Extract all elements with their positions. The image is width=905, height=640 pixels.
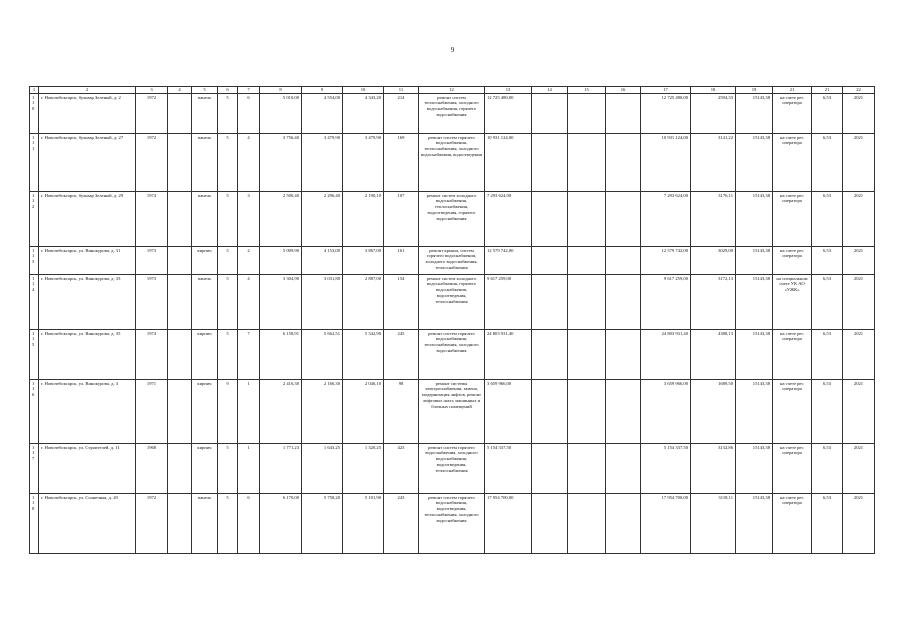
cell-fund: на счете рег. оператора	[773, 329, 812, 379]
cell-floors: 5	[218, 493, 238, 553]
cell-n: 115	[30, 329, 39, 379]
cell-works: ремонт систем холодного водоснабжения, теплоснабжения, водоотведения, горячего водоснабжения	[419, 191, 485, 246]
cell-n: 113	[30, 246, 39, 274]
column-number: 9	[302, 87, 343, 94]
column-number: 16	[606, 87, 641, 94]
column-number: 3	[136, 87, 168, 94]
cell-unit-cost: 4388,13	[691, 329, 736, 379]
cell-persons: 98	[384, 379, 419, 443]
cell-area-total: 5 010,00	[260, 93, 302, 133]
cell-area-total: 2 416,30	[260, 379, 302, 443]
cell-c4	[168, 274, 192, 329]
cell-c14	[532, 93, 568, 133]
cell-entrances: 6	[238, 493, 260, 553]
cell-c15	[568, 493, 606, 553]
cell-unit-cost: 3118,11	[691, 493, 736, 553]
cell-year: 1972	[136, 133, 168, 191]
cell-works: ремонт систем горячего водоснабжения, холодного водоснабжения, водоотведения, теплоснабжения	[419, 443, 485, 493]
cell-works: ремонт систем горячего водоснабжения, теплоснабжения, холодного водоснабжения	[419, 329, 485, 379]
cell-cost2: 12 579 742,00	[641, 246, 691, 274]
cell-rate: 6,53	[812, 274, 843, 329]
cell-limit-cost: 15143,38	[736, 93, 773, 133]
table-row	[30, 443, 875, 493]
cell-c15	[568, 379, 606, 443]
cell-entrances: 4	[238, 274, 260, 329]
cell-fund: на специальном счете УК АО «УЖК»	[773, 274, 812, 329]
cell-area-res: 2 887,00	[343, 274, 384, 329]
table-row	[30, 133, 875, 191]
cell-floors: 5	[218, 246, 238, 274]
cell-persons: 154	[384, 274, 419, 329]
cell-address: г. Новочебоксарск, бульвар Зеленый, д. 27	[39, 133, 136, 191]
table-row	[30, 93, 875, 133]
cell-c15	[568, 329, 606, 379]
table-row	[30, 329, 875, 379]
cell-floors: 5	[218, 274, 238, 329]
column-number: 18	[691, 87, 736, 94]
cell-term: 2021	[843, 329, 875, 379]
cell-cost: 3 659 966,00	[485, 379, 532, 443]
column-number: 4	[168, 87, 192, 94]
cell-material: кирпич	[192, 246, 218, 274]
column-number: 19	[736, 87, 773, 94]
cell-c14	[532, 329, 568, 379]
cell-works: ремонт систем горячего водоснабжения, водоотведения, теплоснабжения, холодного водоснабжения	[419, 493, 485, 553]
cell-entrances: 1	[238, 443, 260, 493]
repair-program-table	[29, 86, 875, 554]
cell-persons: 169	[384, 133, 419, 191]
cell-unit-cost: 1689,50	[691, 379, 736, 443]
cell-c14	[532, 133, 568, 191]
cell-area-total: 1 771,23	[260, 443, 302, 493]
cell-area-living: 4 153,00	[302, 246, 343, 274]
cell-fund: на счете рег. оператора	[773, 246, 812, 274]
cell-entrances: 4	[238, 133, 260, 191]
cell-unit-cost: 3029,00	[691, 246, 736, 274]
cell-n: 111	[30, 133, 39, 191]
cell-fund: на счете рег. оператора	[773, 93, 812, 133]
cell-year: 1972	[136, 493, 168, 553]
cell-fund: на счете рег. оператора	[773, 493, 812, 553]
table-row	[30, 493, 875, 553]
cell-floors: 5	[218, 133, 238, 191]
cell-c4	[168, 246, 192, 274]
column-number: 2	[39, 87, 136, 94]
cell-year: 1974	[136, 191, 168, 246]
cell-c14	[532, 443, 568, 493]
table-row	[30, 274, 875, 329]
cell-address: г. Новочебоксарск, ул. Винокурова, д. 33	[39, 274, 136, 329]
cell-fund: на счете рег. оператора	[773, 133, 812, 191]
cell-address: г. Новочебоксарск, ул. Солнечная, д. 20	[39, 493, 136, 553]
cell-fund: на счете рег. оператора	[773, 443, 812, 493]
table-row	[30, 246, 875, 274]
column-number: 11	[384, 87, 419, 94]
cell-works: ремонт крыши, систем горячего водоснабжения, холодного водоснабжения, теплоснабжения	[419, 246, 485, 274]
cell-c14	[532, 379, 568, 443]
cell-n: 114	[30, 274, 39, 329]
cell-unit-cost: 3132,86	[691, 443, 736, 493]
cell-works: ремонт систем горячего водоснабжения, теплоснабжения, холодного водоснабжения, водоотведения	[419, 133, 485, 191]
cell-term: 2021	[843, 191, 875, 246]
cell-rate: 6,53	[812, 191, 843, 246]
cell-cost2: 12 725 480,00	[641, 93, 691, 133]
cell-area-res: 2 046,10	[343, 379, 384, 443]
cell-year: 1973	[136, 246, 168, 274]
cell-rate: 6,53	[812, 443, 843, 493]
cell-address: г. Новочебоксарск, бульвар Зеленый, д. 29	[39, 191, 136, 246]
cell-term: 2021	[843, 93, 875, 133]
cell-cost: 12 579 742,00	[485, 246, 532, 274]
column-number-row	[30, 87, 875, 94]
cell-area-res: 5 101,90	[343, 493, 384, 553]
cell-c14	[532, 274, 568, 329]
cell-term: 2021	[843, 379, 875, 443]
cell-year: 1973	[136, 274, 168, 329]
cell-material: панель	[192, 93, 218, 133]
cell-term: 2021	[843, 493, 875, 553]
cell-term: 2021	[843, 274, 875, 329]
cell-rate: 6,53	[812, 379, 843, 443]
cell-cost: 9 617 259,00	[485, 274, 532, 329]
column-number: 7	[238, 87, 260, 94]
cell-entrances: 3	[238, 191, 260, 246]
cell-material: панель	[192, 274, 218, 329]
cell-cost2: 3 659 966,00	[641, 379, 691, 443]
cell-area-res: 3 479,90	[343, 133, 384, 191]
cell-n: 112	[30, 191, 39, 246]
column-number: 10	[343, 87, 384, 94]
column-number: 14	[532, 87, 568, 94]
cell-cost: 7 293 624,00	[485, 191, 532, 246]
cell-cost2: 24 803 931,40	[641, 329, 691, 379]
cell-area-living: 3 031,80	[302, 274, 343, 329]
column-number: 1	[30, 87, 39, 94]
cell-area-total: 2 500,40	[260, 191, 302, 246]
cell-year: 1971	[136, 379, 168, 443]
cell-material: кирпич	[192, 443, 218, 493]
cell-address: г. Новочебоксарск, ул. Винокурова, д. 35	[39, 329, 136, 379]
cell-fund: на счете рег. оператора	[773, 379, 812, 443]
cell-rate: 6,53	[812, 93, 843, 133]
cell-floors: 5	[218, 443, 238, 493]
column-number: 13	[485, 87, 532, 94]
cell-c16	[606, 191, 641, 246]
cell-area-living: 5 662,51	[302, 329, 343, 379]
cell-c4	[168, 493, 192, 553]
cell-c4	[168, 133, 192, 191]
cell-c16	[606, 274, 641, 329]
cell-c16	[606, 443, 641, 493]
cell-rate: 6,53	[812, 133, 843, 191]
cell-c4	[168, 191, 192, 246]
cell-cost: 17 954 700,00	[485, 493, 532, 553]
cell-c16	[606, 133, 641, 191]
cell-area-total: 3 756,40	[260, 133, 302, 191]
cell-c14	[532, 191, 568, 246]
cell-year: 1972	[136, 93, 168, 133]
cell-cost: 10 931 124,00	[485, 133, 532, 191]
cell-term: 2021	[843, 246, 875, 274]
cell-cost: 5 154 337,50	[485, 443, 532, 493]
cell-floors: 5	[218, 329, 238, 379]
cell-c15	[568, 191, 606, 246]
cell-c16	[606, 329, 641, 379]
cell-c16	[606, 93, 641, 133]
cell-fund: на счете рег. оператора	[773, 191, 812, 246]
cell-works: ремонт систем теплоснабжения, холодного водоснабжения, горячего водоснабжения	[419, 93, 485, 133]
column-number: 15	[568, 87, 606, 94]
cell-c4	[168, 93, 192, 133]
cell-address: г. Новочебоксарск, ул. Строителей, д. 11	[39, 443, 136, 493]
cell-persons: 423	[384, 443, 419, 493]
cell-address: г. Новочебоксарск, бульвар Зеленый, д. 2	[39, 93, 136, 133]
cell-works: ремонт системы электроснабжения, замена, модернизация лифтов, ремонт лифтовых шахт, машинных и блочных помещений	[419, 379, 485, 443]
cell-area-living: 2 166,30	[302, 379, 343, 443]
table-row	[30, 379, 875, 443]
cell-persons: 214	[384, 93, 419, 133]
page-number: 9	[450, 46, 455, 54]
cell-n: 117	[30, 443, 39, 493]
cell-limit-cost: 15143,38	[736, 493, 773, 553]
cell-entrances: 2	[238, 246, 260, 274]
table-row	[30, 191, 875, 246]
cell-cost2: 5 154 337,50	[641, 443, 691, 493]
cell-area-total: 6 170,00	[260, 493, 302, 553]
cell-unit-cost: 3172,13	[691, 274, 736, 329]
column-number: 17	[641, 87, 691, 94]
cell-c15	[568, 93, 606, 133]
cell-persons: 245	[384, 329, 419, 379]
cell-cost2: 17 954 700,00	[641, 493, 691, 553]
cell-floors: 5	[218, 191, 238, 246]
cell-limit-cost: 15143,38	[736, 191, 773, 246]
cell-persons: 161	[384, 246, 419, 274]
column-number: 5	[192, 87, 218, 94]
column-number: 21	[812, 87, 843, 94]
cell-area-res: 2 190,10	[343, 191, 384, 246]
cell-floors: 9	[218, 379, 238, 443]
cell-limit-cost: 15143,38	[736, 133, 773, 191]
cell-c15	[568, 246, 606, 274]
column-number: 22	[843, 87, 875, 94]
cell-entrances: 7	[238, 329, 260, 379]
cell-c16	[606, 246, 641, 274]
cell-n: 118	[30, 493, 39, 553]
cell-rate: 6,53	[812, 493, 843, 553]
cell-material: панель	[192, 493, 218, 553]
cell-c14	[532, 246, 568, 274]
cell-n: 116	[30, 379, 39, 443]
column-number: 6	[218, 87, 238, 94]
cell-unit-cost: 2594,33	[691, 93, 736, 133]
cell-year: 1968	[136, 443, 168, 493]
cell-area-res: 1 320,25	[343, 443, 384, 493]
cell-cost2: 7 293 624,00	[641, 191, 691, 246]
cell-unit-cost: 3176,11	[691, 191, 736, 246]
cell-rate: 6,53	[812, 329, 843, 379]
cell-c15	[568, 274, 606, 329]
cell-c15	[568, 443, 606, 493]
cell-material: панель	[192, 133, 218, 191]
cell-term: 2021	[843, 443, 875, 493]
cell-limit-cost: 15143,38	[736, 379, 773, 443]
cell-entrances: 1	[238, 379, 260, 443]
cell-cost2: 9 617 259,00	[641, 274, 691, 329]
cell-area-living: 2 296,40	[302, 191, 343, 246]
cell-area-total: 6 158,91	[260, 329, 302, 379]
cell-term: 2021	[843, 133, 875, 191]
cell-area-res: 4 343,20	[343, 93, 384, 133]
cell-area-living: 3 479,90	[302, 133, 343, 191]
cell-entrances: 6	[238, 93, 260, 133]
cell-limit-cost: 15143,38	[736, 443, 773, 493]
cell-c15	[568, 133, 606, 191]
cell-area-living: 4 554,00	[302, 93, 343, 133]
cell-address: г. Новочебоксарск, ул. Винокурова, д. 31	[39, 246, 136, 274]
cell-unit-cost: 3141,22	[691, 133, 736, 191]
cell-c16	[606, 379, 641, 443]
cell-persons: 243	[384, 493, 419, 553]
cell-rate: 6,53	[812, 246, 843, 274]
cell-cost: 12 725 480,00	[485, 93, 532, 133]
cell-c16	[606, 493, 641, 553]
cell-c4	[168, 443, 192, 493]
cell-area-res: 3 867,00	[343, 246, 384, 274]
cell-address: г. Новочебоксарск, ул. Винокурова, д. 3	[39, 379, 136, 443]
cell-year: 1974	[136, 329, 168, 379]
cell-persons: 107	[384, 191, 419, 246]
cell-c4	[168, 379, 192, 443]
cell-area-total: 3 304,90	[260, 274, 302, 329]
cell-floors: 5	[218, 93, 238, 133]
cell-works: ремонт систем холодного водоснабжения, горячего водоснабжения, водоотведения, теплоснабжения	[419, 274, 485, 329]
cell-material: кирпич	[192, 379, 218, 443]
column-number: 21	[773, 87, 812, 94]
cell-limit-cost: 15143,38	[736, 274, 773, 329]
cell-limit-cost: 15143,38	[736, 329, 773, 379]
cell-area-living: 1 643,25	[302, 443, 343, 493]
cell-material: панель	[192, 191, 218, 246]
cell-area-res: 5 342,90	[343, 329, 384, 379]
cell-n: 110	[30, 93, 39, 133]
cell-limit-cost: 15143,38	[736, 246, 773, 274]
column-number: 8	[260, 87, 302, 94]
cell-material: кирпич	[192, 329, 218, 379]
cell-cost2: 10 931 124,00	[641, 133, 691, 191]
cell-c4	[168, 329, 192, 379]
column-number: 12	[419, 87, 485, 94]
cell-c14	[532, 493, 568, 553]
cell-area-living: 5 758,20	[302, 493, 343, 553]
cell-cost: 24 803 931,40	[485, 329, 532, 379]
cell-area-total: 5 009,90	[260, 246, 302, 274]
